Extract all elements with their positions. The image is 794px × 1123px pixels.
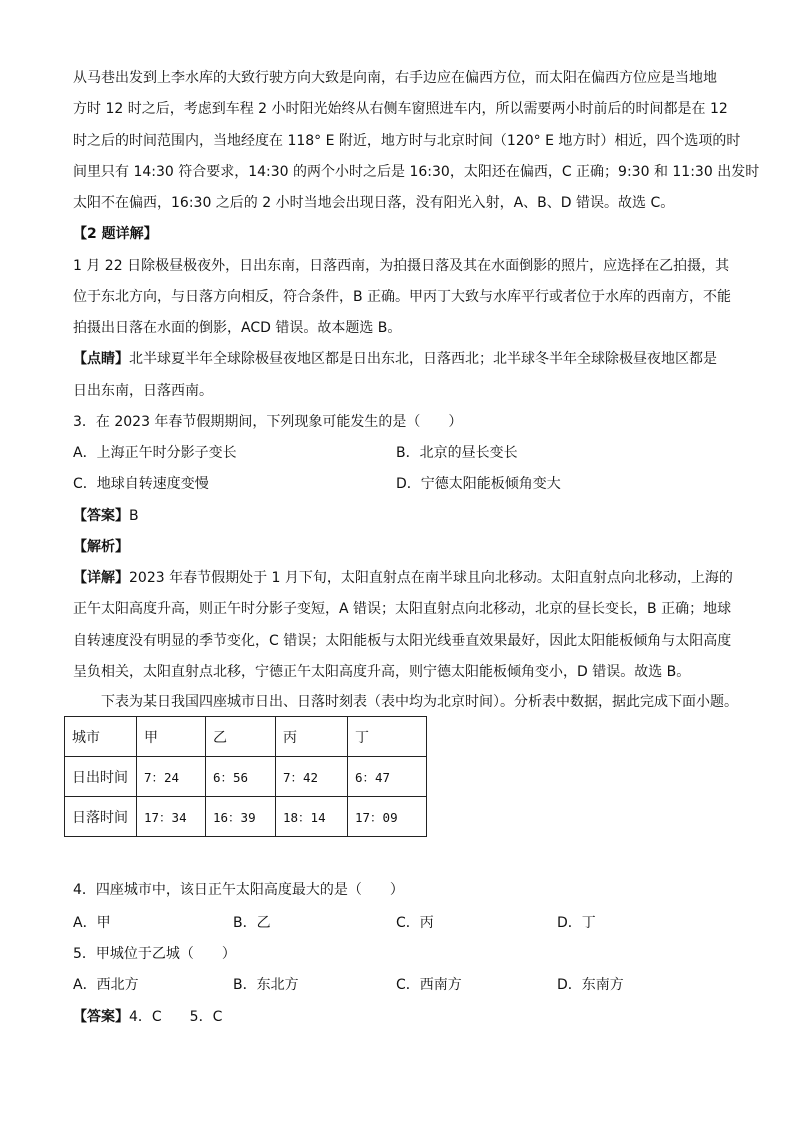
q4-option-d: D．丁 xyxy=(557,915,596,931)
q5-option-d: D．东南方 xyxy=(557,977,624,993)
sunrise-sunset-table xyxy=(64,716,427,837)
table-cell: 日落时间 xyxy=(65,797,137,837)
answer-label: 【答案】 xyxy=(73,508,129,524)
table-cell: 17：34 xyxy=(137,797,206,837)
q5-option-b: B．东北方 xyxy=(233,977,299,993)
q3-answer xyxy=(73,506,721,526)
q3-analysis-label: 【解析】 xyxy=(73,539,129,555)
table-cell: 7：42 xyxy=(276,757,348,797)
tip-line xyxy=(73,349,721,369)
q4-option-c: C．丙 xyxy=(396,915,434,931)
paragraph-line: 间里只有 14:30 符合要求，14:30 的两个小时之后是 16:30，太阳还在偏西，C 正确；9:30 和 11:30 出发时 xyxy=(73,164,760,180)
table-header-row xyxy=(65,717,427,757)
table-cell: 6：47 xyxy=(348,757,427,797)
detail-text: 2023 年春节假期处于 1 月下旬，太阳直射点在南半球且向北移动。太阳直射点向北移动，上海的 xyxy=(129,570,733,586)
table-row xyxy=(65,757,427,797)
table-header-cell: 丁 xyxy=(348,717,427,757)
table-cell: 6：56 xyxy=(206,757,276,797)
tip-text: 北半球夏半年全球除极昼夜地区都是日出东北，日落西北；北半球冬半年全球除极昼夜地区都是 xyxy=(129,351,717,367)
paragraph-line: 日出东南，日落西南。 xyxy=(73,383,213,399)
paragraph-line: 太阳不在偏西，16:30 之后的 2 小时当地会出现日落，没有阳光入射，A、B、D 错误。故选 C。 xyxy=(73,195,675,211)
table-header-cell: 乙 xyxy=(206,717,276,757)
q4-option-b: B．乙 xyxy=(233,915,271,931)
paragraph-line: 位于东北方向，与日落方向相反，符合条件，B 正确。甲丙丁大致与水库平行或者位于水库的西南方，不能 xyxy=(73,289,732,305)
paragraph-line: 呈负相关，太阳直射点北移，宁德正午太阳高度升高，则宁德太阳能板倾角变小，D 错误。故选 B。 xyxy=(73,664,691,680)
paragraph-line: 方时 12 时之后，考虑到车程 2 小时阳光始终从右侧车窗照进车内，所以需要两小时前后的时间都是在 12 xyxy=(73,101,728,117)
table-header-cell: 甲 xyxy=(137,717,206,757)
answer-value: 4．C 5．C xyxy=(129,1009,223,1025)
paragraph-line: 自转速度没有明显的季节变化，C 错误；太阳能板与太阳光线垂直效果最好，因此太阳能板倾角与太阳高度 xyxy=(73,633,732,649)
q3-option-c: C．地球自转速度变慢 xyxy=(73,476,209,492)
paragraph-line: 拍摄出日落在水面的倒影，ACD 错误。故本题选 B。 xyxy=(73,320,402,336)
q5-stem: 5．甲城位于乙城（ ） xyxy=(73,946,236,962)
q3-option-a: A．上海正午时分影子变长 xyxy=(73,445,237,461)
paragraph-line: 从马巷出发到上李水库的大致行驶方向大致是向南，右手边应在偏西方位，而太阳在偏西方位应是当地地 xyxy=(73,70,717,86)
q3-stem: 3．在 2023 年春节假期期间，下列现象可能发生的是（ ） xyxy=(73,414,463,430)
answer-value: B xyxy=(129,508,139,524)
q4-option-a: A．甲 xyxy=(73,915,111,931)
table-header-cell: 丙 xyxy=(276,717,348,757)
table-cell: 18：14 xyxy=(276,797,348,837)
q5-option-a: A．西北方 xyxy=(73,977,139,993)
q5-option-c: C．西南方 xyxy=(396,977,462,993)
table-row xyxy=(65,797,427,837)
tip-label: 【点睛】 xyxy=(73,351,129,367)
q3-option-d: D．宁德太阳能板倾角变大 xyxy=(396,476,561,492)
table-cell: 7：24 xyxy=(137,757,206,797)
paragraph-line: 正午太阳高度升高，则正午时分影子变短，A 错误；太阳直射点向北移动，北京的昼长变长，B 正确；地球 xyxy=(73,601,732,617)
paragraph-line: 1 月 22 日除极昼极夜外，日出东南，日落西南，为拍摄日落及其在水面倒影的照片，应选择在乙拍摄，其 xyxy=(73,258,730,274)
answer-label: 【答案】 xyxy=(73,1009,129,1025)
q45-answer xyxy=(73,1007,721,1027)
q4-stem: 4．四座城市中，该日正午太阳高度最大的是（ ） xyxy=(73,882,404,898)
q3-option-b: B．北京的昼长变长 xyxy=(396,445,518,461)
table-intro: 下表为某日我国四座城市日出、日落时刻表（表中均为北京时间）。分析表中数据，据此完成下面小题。 xyxy=(101,694,738,710)
q3-detail-line xyxy=(73,568,733,588)
table-cell: 17：09 xyxy=(348,797,427,837)
table-cell: 日出时间 xyxy=(65,757,137,797)
q2-detail-heading: 【2 题详解】 xyxy=(73,226,158,242)
table-header-cell: 城市 xyxy=(65,717,137,757)
table-cell: 16：39 xyxy=(206,797,276,837)
paragraph-line: 时之后的时间范围内，当地经度在 118° E 附近，地方时与北京时间（120° E 地方时）相近，四个选项的时 xyxy=(73,133,741,149)
detail-label: 【详解】 xyxy=(73,570,129,586)
